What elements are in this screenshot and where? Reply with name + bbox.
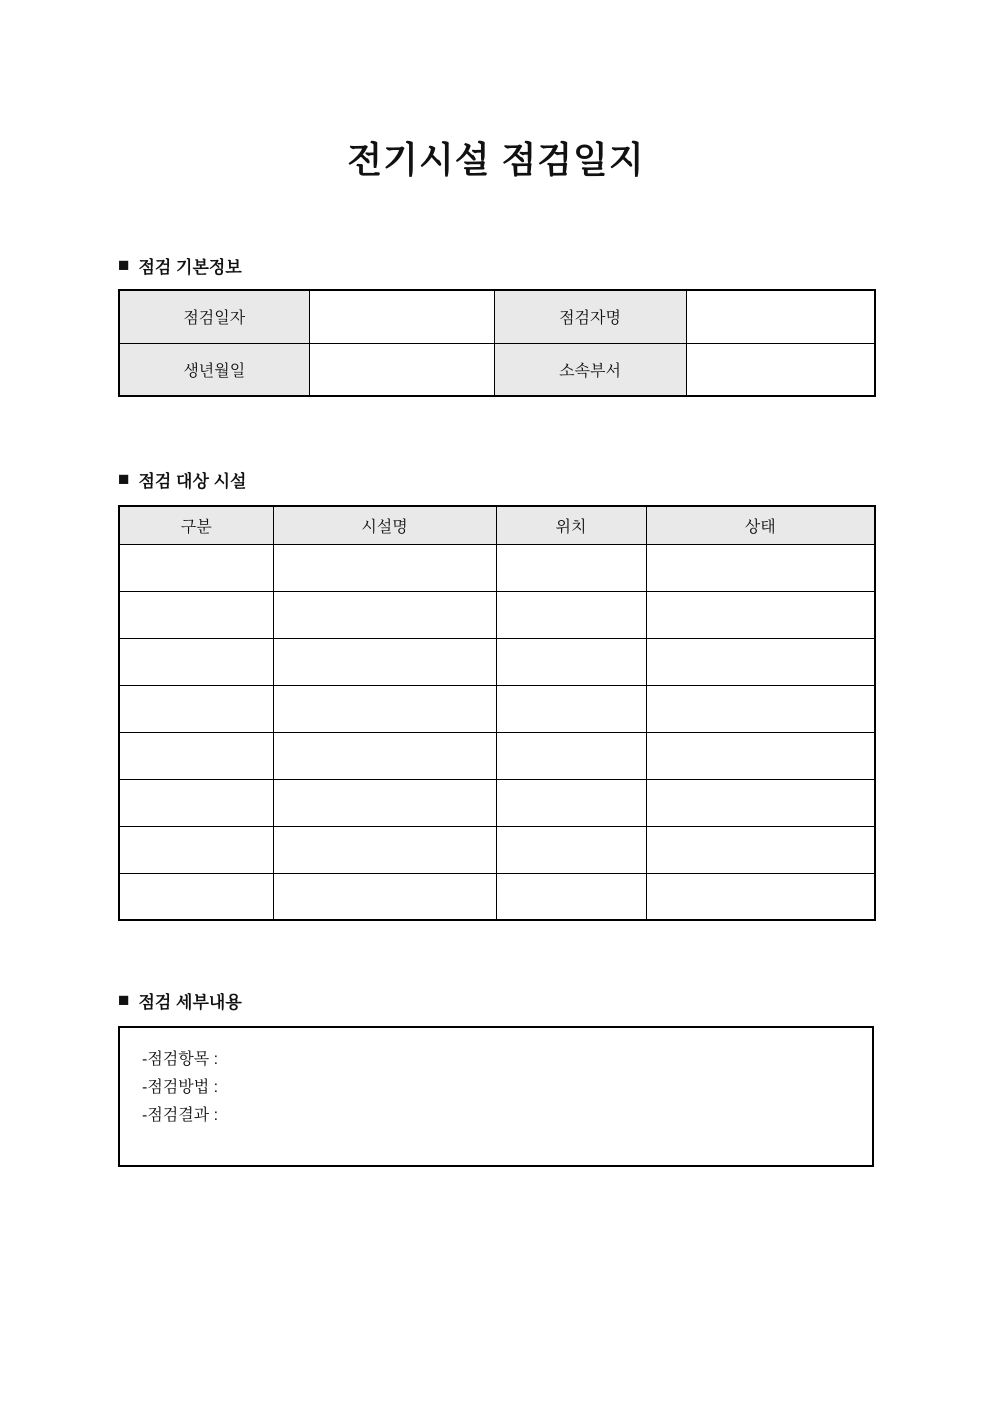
table-row: [119, 343, 875, 396]
table-cell[interactable]: [496, 873, 646, 920]
table-cell[interactable]: [646, 638, 875, 685]
table-cell[interactable]: [646, 873, 875, 920]
section-heading-text: 점검 기본정보: [138, 258, 242, 277]
table-cell[interactable]: [273, 873, 496, 920]
table-cell[interactable]: [119, 779, 273, 826]
table-cell[interactable]: [119, 685, 273, 732]
field-label-inspection-date: 점검일자: [119, 290, 309, 343]
column-header-category: 구분: [119, 506, 273, 544]
section-header-facilities: [118, 467, 246, 492]
section-bullet-icon: ■: [118, 255, 130, 276]
table-cell[interactable]: [273, 779, 496, 826]
table-row: [119, 290, 875, 343]
table-cell[interactable]: [273, 732, 496, 779]
section-bullet-icon: ■: [118, 469, 130, 490]
field-label-department: 소속부서: [494, 343, 686, 396]
detail-line-method: -점검방법 :: [142, 1079, 219, 1096]
table-cell[interactable]: [273, 638, 496, 685]
details-box[interactable]: [118, 1026, 874, 1167]
section-bullet-icon: ■: [118, 990, 130, 1011]
detail-line-result: -점검결과 :: [142, 1107, 219, 1124]
table-row: [119, 873, 875, 920]
table-cell[interactable]: [496, 591, 646, 638]
table-row: [119, 732, 875, 779]
table-cell[interactable]: [119, 873, 273, 920]
field-label-birth-date: 생년월일: [119, 343, 309, 396]
field-value-inspector-name[interactable]: [686, 290, 875, 343]
table-row: [119, 826, 875, 873]
table-cell[interactable]: [496, 638, 646, 685]
page-title: 전기시설 점검일지: [347, 139, 645, 180]
table-row: [119, 779, 875, 826]
field-value-department[interactable]: [686, 343, 875, 396]
detail-line-items: -점검항목 :: [142, 1051, 219, 1068]
section-heading-text: 점검 대상 시설: [138, 472, 247, 491]
facilities-table: [118, 505, 876, 921]
table-row: [119, 685, 875, 732]
column-header-status: 상태: [646, 506, 875, 544]
table-cell[interactable]: [646, 685, 875, 732]
table-row: [119, 638, 875, 685]
field-value-birth-date[interactable]: [309, 343, 494, 396]
table-cell[interactable]: [119, 544, 273, 591]
table-cell[interactable]: [646, 779, 875, 826]
table-cell[interactable]: [646, 591, 875, 638]
table-cell[interactable]: [646, 544, 875, 591]
table-cell[interactable]: [119, 638, 273, 685]
table-cell[interactable]: [119, 826, 273, 873]
table-cell[interactable]: [273, 826, 496, 873]
table-cell[interactable]: [496, 779, 646, 826]
section-heading-text: 점검 세부내용: [138, 993, 242, 1012]
table-cell[interactable]: [496, 732, 646, 779]
table-cell[interactable]: [646, 826, 875, 873]
basic-info-table: [118, 289, 876, 397]
table-cell[interactable]: [119, 591, 273, 638]
field-label-inspector-name: 점검자명: [494, 290, 686, 343]
table-cell[interactable]: [496, 544, 646, 591]
table-cell[interactable]: [646, 732, 875, 779]
column-header-facility-name: 시설명: [273, 506, 496, 544]
field-value-inspection-date[interactable]: [309, 290, 494, 343]
table-cell[interactable]: [273, 544, 496, 591]
table-cell[interactable]: [119, 732, 273, 779]
table-cell[interactable]: [496, 826, 646, 873]
section-header-basic-info: [118, 253, 242, 278]
table-cell[interactable]: [273, 685, 496, 732]
column-header-location: 위치: [496, 506, 646, 544]
table-row: [119, 591, 875, 638]
table-row: [119, 544, 875, 591]
table-header-row: [119, 506, 875, 544]
table-cell[interactable]: [496, 685, 646, 732]
section-header-details: [118, 988, 242, 1013]
table-cell[interactable]: [273, 591, 496, 638]
